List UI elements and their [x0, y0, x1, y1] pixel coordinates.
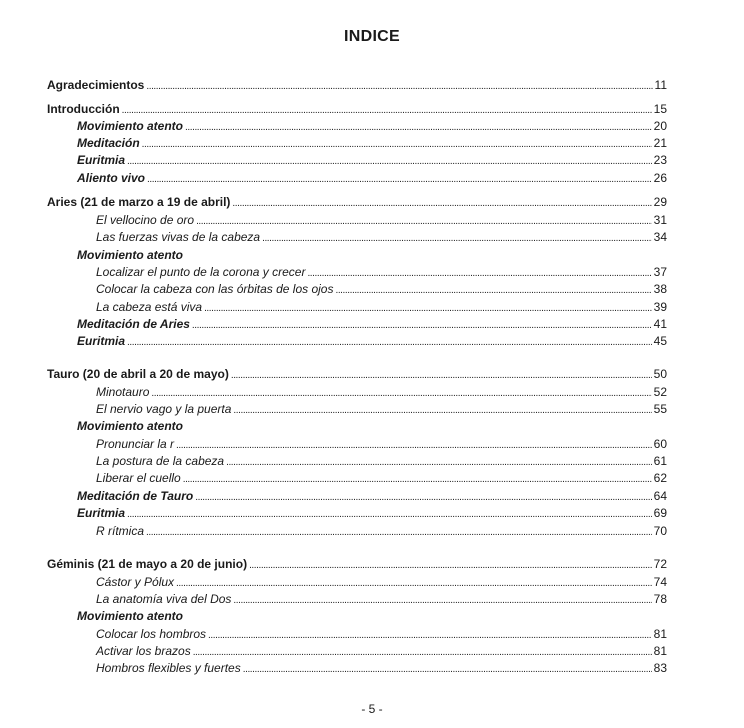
toc-entry-title: Hombros flexibles y fuertes [96, 661, 241, 675]
toc-entry-page: 55 [653, 402, 667, 416]
toc-entry[interactable] [77, 316, 667, 333]
toc-entry[interactable] [77, 418, 667, 435]
toc-entry-title: Introducción [47, 102, 120, 116]
toc-entry-page: 39 [653, 300, 667, 314]
toc-entry-page: 69 [653, 506, 667, 520]
toc-entry-title: La cabeza está viva [96, 300, 203, 314]
toc-entry-title: Euritmia [77, 506, 126, 520]
toc-entry-title: Euritmia [77, 153, 126, 167]
toc-leader-dots [193, 643, 652, 661]
toc-entry[interactable] [47, 194, 667, 211]
toc-entry-title: Las fuerzas vivas de la cabeza [96, 230, 261, 244]
toc-entry-title: Cástor y Pólux [96, 575, 175, 589]
toc-entry[interactable] [77, 170, 667, 187]
toc-leader-dots [127, 333, 652, 351]
toc-leader-dots [122, 101, 652, 119]
toc-entry[interactable] [96, 626, 667, 643]
toc-entry-title: El nervio vago y la puerta [96, 402, 232, 416]
page-title: INDICE [343, 28, 401, 45]
toc-entry[interactable] [96, 401, 667, 418]
toc-entry[interactable] [96, 436, 667, 453]
toc-leader-dots [232, 194, 651, 212]
toc-entry[interactable] [96, 212, 667, 229]
toc-entry-title: El vellocino de oro [96, 213, 195, 227]
toc-entry[interactable] [96, 384, 667, 401]
toc-entry-page: 74 [653, 575, 667, 589]
toc-leader-dots [146, 523, 652, 541]
toc-entry[interactable] [96, 660, 667, 677]
toc-entry[interactable] [77, 333, 667, 350]
toc-entry[interactable] [47, 77, 667, 94]
toc-entry-title: Activar los brazos [96, 644, 191, 658]
toc-entry-page: 62 [653, 471, 667, 485]
toc-entry-page: 38 [653, 282, 667, 296]
toc-leader-dots [185, 118, 652, 136]
toc-entry-title: Aries (21 de marzo a 19 de abril) [47, 195, 231, 209]
toc-entry-title: Agradecimientos [47, 78, 145, 92]
toc-entry-page: 64 [653, 489, 667, 503]
toc-entry[interactable] [96, 643, 667, 660]
toc-leader-dots [226, 453, 652, 471]
toc-entry-page: 70 [653, 524, 667, 538]
toc-leader-dots [249, 556, 652, 574]
toc-entry-page: 60 [653, 437, 667, 451]
toc-leader-dots [142, 135, 652, 153]
toc-entry-page: 29 [653, 195, 667, 209]
toc-entry[interactable] [96, 281, 667, 298]
toc-entry-page: 72 [653, 557, 667, 571]
toc-entry-page: 83 [653, 661, 667, 675]
toc-entry-page: 37 [653, 265, 667, 279]
toc-leader-dots [127, 152, 652, 170]
toc-entry-title: Euritmia [77, 334, 126, 348]
toc-entry-title: Pronunciar la r [96, 437, 175, 451]
toc-entry[interactable] [47, 366, 667, 383]
toc-entry-page: 81 [653, 644, 667, 658]
toc-entry[interactable] [77, 152, 667, 169]
toc-entry-title: Colocar los hombros [96, 627, 207, 641]
toc-entry-page: 61 [653, 454, 667, 468]
toc-entry-page: 11 [654, 78, 667, 92]
page-number: - 5 - [361, 702, 383, 716]
toc-entry[interactable] [77, 608, 667, 625]
toc-leader-dots [262, 229, 652, 247]
toc-leader-dots [151, 384, 651, 402]
toc-entry[interactable] [96, 470, 667, 487]
toc-leader-dots [208, 626, 652, 644]
toc-entry-page: 50 [653, 367, 667, 381]
toc-entry[interactable] [77, 505, 667, 522]
toc-leader-dots [192, 316, 652, 334]
toc-entry-title: Aliento vivo [77, 171, 146, 185]
toc-entry[interactable] [96, 453, 667, 470]
toc-leader-dots [127, 505, 652, 523]
toc-entry-page: 78 [653, 592, 667, 606]
toc-leader-dots [176, 436, 652, 454]
toc-entry-page: 23 [653, 153, 667, 167]
toc-entry-page: 20 [653, 119, 667, 133]
toc-entry-title: Géminis (21 de mayo a 20 de junio) [47, 557, 248, 571]
toc-entry-title: Meditación [77, 136, 140, 150]
toc-entry-title: R rítmica [96, 524, 144, 538]
toc-entry-page: 41 [653, 317, 667, 331]
toc-leader-dots [196, 212, 652, 230]
toc-leader-dots [233, 401, 651, 419]
toc-leader-dots [243, 660, 652, 678]
toc-entry[interactable] [96, 523, 667, 540]
toc-leader-dots [146, 77, 652, 95]
toc-entry-title: La postura de la cabeza [96, 454, 225, 468]
toc-leader-dots [183, 470, 652, 488]
toc-entry-title: Localizar el punto de la corona y crecer [96, 265, 306, 279]
toc-leader-dots [307, 264, 651, 282]
toc-entry[interactable] [96, 574, 667, 591]
toc-leader-dots [195, 488, 651, 506]
toc-leader-dots [176, 574, 652, 592]
toc-entry-title: Movimiento atento [77, 609, 184, 623]
toc-entry-page: 45 [653, 334, 667, 348]
toc-leader-dots [231, 366, 652, 384]
toc-entry-page: 21 [653, 136, 667, 150]
toc-leader-dots [335, 281, 651, 299]
toc-entry-title: Meditación de Aries [77, 317, 190, 331]
toc-entry[interactable] [96, 299, 667, 316]
toc-entry-page: 15 [653, 102, 667, 116]
toc-entry-title: Movimiento atento [77, 119, 184, 133]
toc-entry[interactable] [96, 229, 667, 246]
toc-entry[interactable] [77, 247, 667, 264]
toc-entry-page: 31 [653, 213, 667, 227]
toc-entry[interactable] [77, 135, 667, 152]
toc-entry[interactable] [47, 556, 667, 573]
toc-entry-title: Movimiento atento [77, 248, 184, 262]
toc-entry-page: 52 [653, 385, 667, 399]
toc-entry-page: 34 [653, 230, 667, 244]
toc-entry[interactable] [77, 118, 667, 135]
toc-leader-dots [204, 299, 652, 317]
toc-entry-page: 81 [653, 627, 667, 641]
toc-entry[interactable] [96, 591, 667, 608]
toc-leader-dots [233, 591, 651, 609]
toc-entry[interactable] [96, 264, 667, 281]
toc-entry-title: La anatomía viva del Dos [96, 592, 232, 606]
toc-leader-dots [147, 170, 652, 188]
toc-entry-title: Meditación de Tauro [77, 489, 194, 503]
toc-entry-title: Movimiento atento [77, 419, 184, 433]
toc-entry-title: Colocar la cabeza con las órbitas de los ojos [96, 282, 334, 296]
toc-entry[interactable] [47, 101, 667, 118]
toc-entry-title: Liberar el cuello [96, 471, 181, 485]
toc-entry[interactable] [77, 488, 667, 505]
toc-entry-page: 26 [653, 171, 667, 185]
toc-entry-title: Minotauro [96, 385, 150, 399]
toc-entry-title: Tauro (20 de abril a 20 de mayo) [47, 367, 229, 381]
